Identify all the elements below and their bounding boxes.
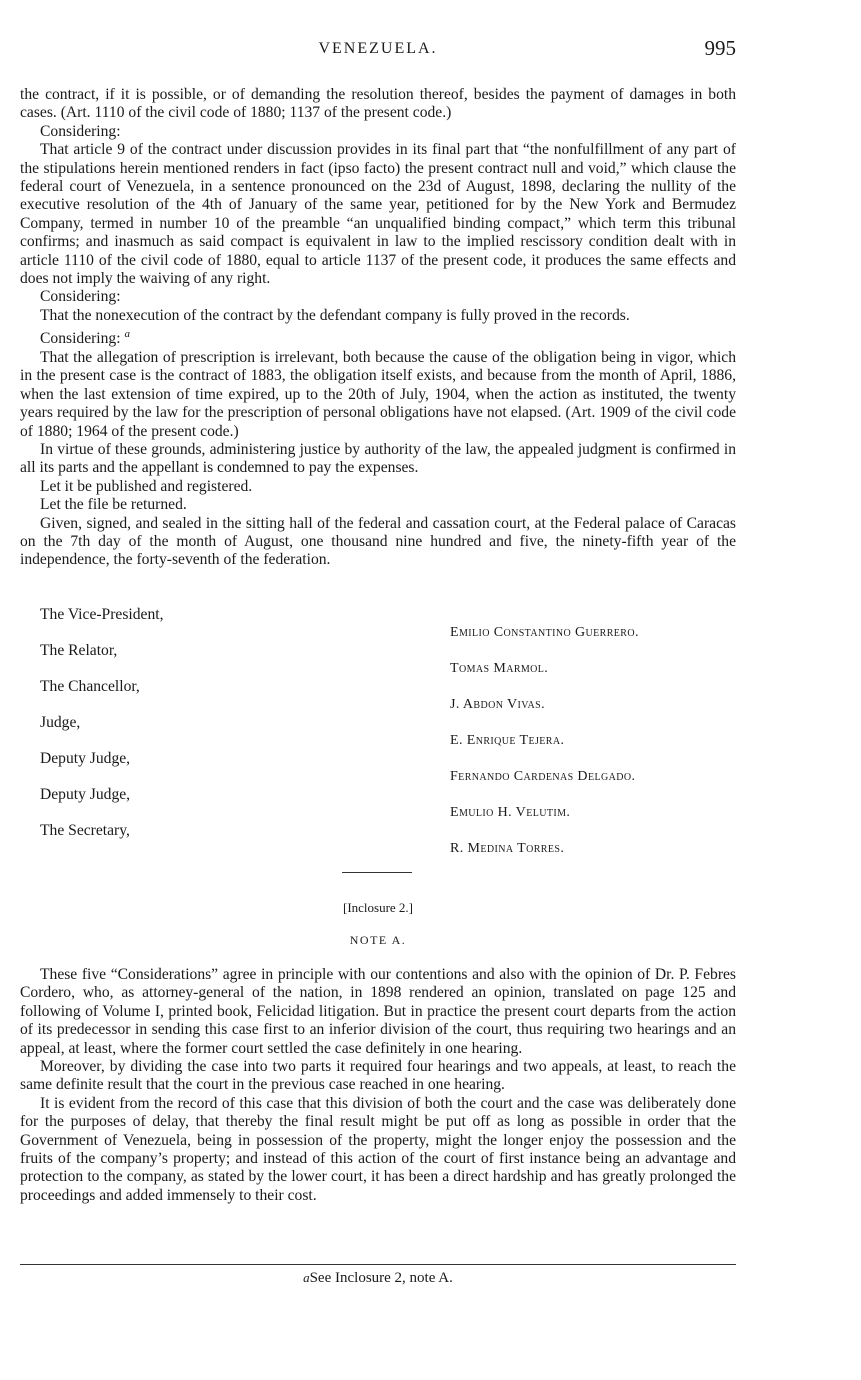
footnote-text: See Inclosure 2, note A.	[309, 1270, 453, 1286]
paragraph: the contract, if it is possible, or of demanding the resolution thereof, besides the payment of damages in both cases. (Art. 1110 of the civil code of 1880; 1137 of the present code.)	[20, 86, 736, 122]
note-body	[20, 966, 736, 1205]
signature-block	[20, 606, 736, 858]
footnote-marker: a	[303, 1270, 310, 1285]
signatory-name: J. Abdon Vivas.	[450, 697, 546, 712]
signatory-name: Tomas Marmol.	[450, 661, 549, 676]
signatory-title: Deputy Judge,	[40, 786, 131, 803]
considering-heading: Considering:	[40, 122, 121, 140]
section-divider	[342, 872, 412, 873]
considering-heading-with-footnote	[20, 325, 736, 349]
page-header	[20, 38, 736, 62]
paragraph: That the allegation of prescription is irrelevant, both because the cause of the obligation being in vigor, which in the present case is the contract of 1883, the obligation itself exists, and because from the month of April, 1886, when the last extension of time expired, up to the 20th of July, 1904, when the action as instituted, the twenty years required by the law for the prescription of personal obligations have not elapsed. (Art. 1909 of the civil code of 1880; 1964 of the present code.)	[20, 348, 736, 440]
signatory-title: The Secretary,	[40, 822, 130, 839]
considering-heading: Considering:	[40, 288, 121, 306]
paragraph: Let the file be returned.	[40, 496, 187, 514]
footnote-rule	[20, 1264, 736, 1265]
page-number: 995	[704, 36, 736, 60]
footnote-mark: a	[124, 328, 130, 341]
signatory-title: Judge,	[40, 714, 81, 731]
signatory-name: E. Enrique Tejera.	[450, 733, 565, 748]
paragraph: That article 9 of the contract under discussion provides in its final part that “the nonfulfillment of any part of the stipulations herein mentioned renders in fact (ipso facto) the present contract null and void,” which clause the federal court of Venezuela, in a sentence pronounced on the 23d of August, 1898, declaring the nullity of the executive resolution of the 4th of January of the same year, petitioned for by the New York and Bermudez Company, termed in number 10 of the preamble “an unqualified binding compact,” which term this tribunal confirms; and inasmuch as said compact is equivalent in law to the implied rescissory condition dealt with in article 1110 of the civil code of 1880, equal to article 1137 of the present code, it produces the same effects and does not imply the waiving of any right.	[20, 141, 736, 288]
paragraph: Given, signed, and sealed in the sitting hall of the federal and cassation court, at the Federal palace of Caracas on the 7th day of the month of August, one thousand nine hundred and five, the ninety-fifth year of the independence, the forty-seventh of the federation.	[20, 514, 736, 569]
signatory-title: The Vice-President,	[40, 606, 164, 623]
signatory-name: R. Medina Torres.	[450, 841, 565, 856]
running-title: VENEZUELA.	[318, 40, 438, 57]
note-paragraph: It is evident from the record of this case that this division of both the court and the case was deliberately done for the purposes of delay, that thereby the final result might be put off as long as possible in order that the Government of Venezuela, being in possession of the property, might the longer enjoy the possession and the fruits of the company’s property; and instead of this action of the court of first instance being an advantage and protection to the company, as stated by the lower court, it has been a direct hardship and has greatly prolonged the proceedings and added immensely to their cost.	[20, 1094, 736, 1204]
note-paragraph: These five “Considerations” agree in principle with our contentions and also with the opinion of Dr. P. Febres Cordero, who, as attorney-general of the nation, in 1898 rendered an opinion, translated on page 125 and following of Volume I, printed book, Felicidad litigation. But in practice the present court departs from the action of its predecessor in sending this case first to an inferior division of the court, thus requiring two hearings and an appeal, at least, where the former court settled the case definitely in one hearing.	[20, 966, 736, 1057]
body-text	[20, 86, 736, 570]
paragraph: In virtue of these grounds, administering justice by authority of the law, the appealed judgment is confirmed in all its parts and the appellant is condemned to pay the expenses.	[20, 440, 736, 477]
note-paragraph: Moreover, by dividing the case into two parts it required four hearings and two appeals, at least, to reach the same definite result that the court in the previous case reached in one hearing.	[20, 1058, 736, 1094]
signatory-name: Emilio Constantino Guerrero.	[450, 625, 639, 640]
paragraph: That the nonexecution of the contract by the defendant company is fully proved in the records.	[40, 306, 630, 324]
paragraph: Let it be published and registered.	[40, 477, 253, 495]
signatory-name: Emulio H. Velutim.	[450, 805, 571, 820]
signatory-name: Fernando Cardenas Delgado.	[450, 769, 636, 784]
considering-text: Considering:	[40, 330, 121, 348]
note-title: NOTE A.	[349, 933, 407, 947]
footnote	[20, 1270, 736, 1287]
signatory-title: The Chancellor,	[40, 678, 140, 695]
inclosure-heading: [Inclosure 2.]	[342, 900, 414, 915]
signatory-title: Deputy Judge,	[40, 750, 131, 767]
signatory-title: The Relator,	[40, 642, 118, 659]
